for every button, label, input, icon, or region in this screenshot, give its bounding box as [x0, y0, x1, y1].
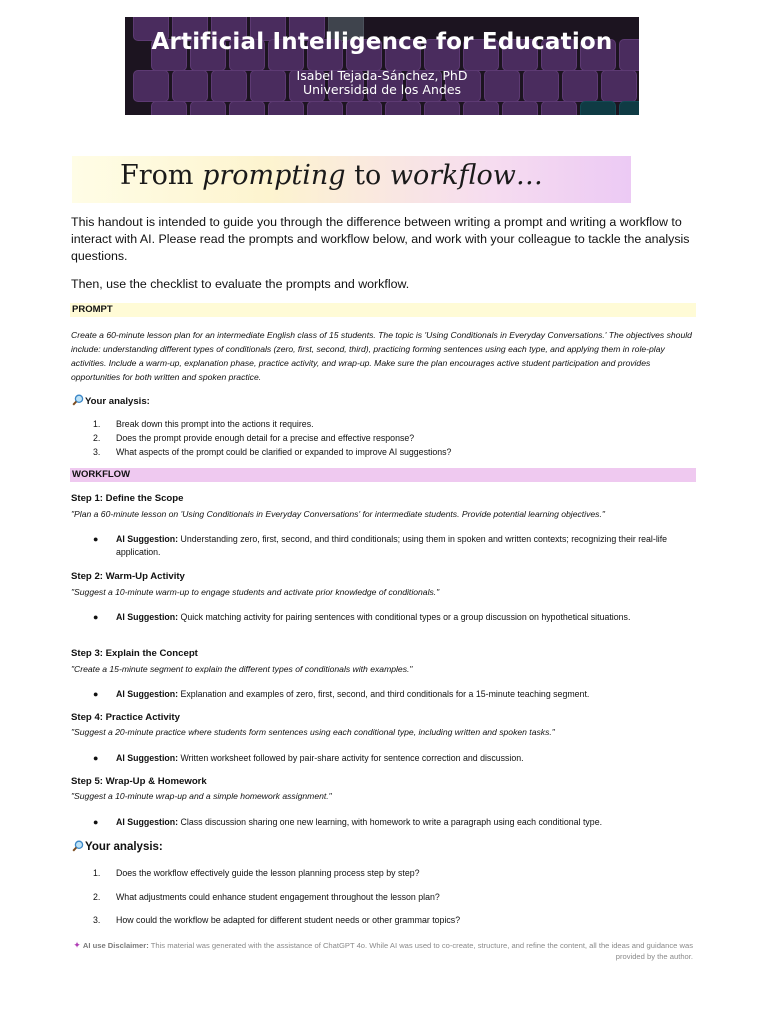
ai-suggestion: ● AI Suggestion: Class discussion sharing one new learning, with homework to write a paragraph using each conditional type.: [93, 817, 603, 827]
analysis-heading-text: Your analysis:: [85, 841, 163, 853]
workflow-section-label: WORKFLOW: [70, 468, 696, 482]
keyboard-key: [385, 101, 421, 115]
banner-author: Isabel Tejada-Sánchez, PhD: [296, 68, 468, 83]
ai-suggestion: ● AI Suggestion: Explanation and examples of zero, first, second, and third conditionals for a 15-minute teaching segment.: [93, 689, 590, 699]
title-part-4: workflow…: [389, 160, 543, 191]
step-quote: "Suggest a 20-minute practice where students form sentences using each conditional type, including written and spoken tasks.": [71, 727, 555, 737]
keyboard-key: [268, 101, 304, 115]
ai-suggestion: ● AI Suggestion: Quick matching activity for pairing sentences with conditional types or a group discussion on hypothetical situations.: [93, 612, 631, 622]
disclaimer-label: AI use Disclaimer:: [82, 941, 149, 950]
keyboard-key: [463, 101, 499, 115]
analysis-heading-1: [72, 394, 150, 407]
banner-title: Artificial Intelligence for Education: [151, 29, 613, 55]
disclaimer-text: This material was generated with the assistance of ChatGPT 4o. While AI was used to co-create, structure, and refine the content, all the ideas and guidance was provided by the author.: [150, 941, 693, 961]
page-title: [72, 156, 631, 203]
keyboard-key: [424, 101, 460, 115]
step-quote: "Suggest a 10-minute wrap-up and a simple homework assignment.": [71, 791, 332, 801]
step-title: Step 1: Define the Scope: [71, 493, 184, 504]
step-quote: "Create a 15-minute segment to explain the different types of conditionals with examples.": [71, 664, 413, 674]
list-item: 3. What aspects of the prompt could be clarified or expanded to improve AI suggestions?: [93, 447, 452, 457]
magnifier-icon: [72, 840, 84, 852]
ai-suggestion: ● AI Suggestion: Understanding zero, first, second, and third conditionals; using them in spoken and written contexts; recognizing their real-life application.: [93, 534, 668, 557]
keyboard-key: [151, 101, 187, 115]
step-title: Step 2: Warm-Up Activity: [71, 571, 185, 582]
magnifier-icon: [72, 394, 84, 406]
bullet-icon: ●: [93, 753, 99, 763]
step-title: Step 3: Explain the Concept: [71, 648, 198, 659]
analysis-heading-2: [72, 840, 163, 853]
keyboard-key: [229, 101, 265, 115]
keyboard-key: [190, 101, 226, 115]
title-part-2: prompting: [202, 160, 346, 191]
keyboard-key: [346, 101, 382, 115]
bullet-icon: ●: [93, 689, 99, 699]
list-item: 1. Does the workflow effectively guide the lesson planning process step by step?: [93, 868, 420, 878]
keyboard-key: [619, 101, 639, 115]
prompt-text: Create a 60-minute lesson plan for an intermediate English class of 15 students. The topic is 'Using Conditionals in Everyday Conversations.' The objectives should include: understanding different types of conditionals (zero, first, second, third), practicing forming sentences using each type, and applying them in role-play activities. Include a warm-up, explanation phase, practice activity, and wrap-up. Make sure the plan encourages active student participation and provides opportunities for both written and spoken practice.: [71, 330, 692, 382]
list-item: 3. How could the workflow be adapted for different student needs or other grammar topics?: [93, 915, 461, 925]
bullet-icon: ●: [93, 817, 99, 827]
title-part-1: From: [120, 160, 203, 191]
step-quote: "Suggest a 10-minute warm-up to engage students and activate prior knowledge of conditionals.": [71, 587, 440, 597]
prompt-section-label: PROMPT: [70, 303, 696, 317]
bullet-icon: ●: [93, 612, 99, 622]
keyboard-key: [580, 101, 616, 115]
intro-paragraph: This handout is intended to guide you through the difference between writing a prompt and writing a workflow to interact with AI. Please read the prompts and workflow below, and work with your colleague to tackle the analysis questions.: [71, 215, 690, 263]
step-quote: "Plan a 60-minute lesson on 'Using Conditionals in Everyday Conversations' for intermediate students. Provide potential learning objectives.": [71, 509, 605, 519]
bullet-icon: ●: [93, 534, 99, 544]
title-part-3: to: [345, 160, 390, 191]
keyboard-key: [307, 101, 343, 115]
list-item: 2. Does the prompt provide enough detail for a precise and effective response?: [93, 433, 415, 443]
banner-institution: Universidad de los Andes: [302, 82, 462, 97]
keyboard-key: [502, 101, 538, 115]
ai-suggestion: ● AI Suggestion: Written worksheet followed by pair-share activity for sentence correction and discussion.: [93, 753, 524, 763]
keyboard-key: [541, 101, 577, 115]
step-title: Step 5: Wrap-Up & Homework: [71, 776, 207, 787]
list-item: 2. What adjustments could enhance student engagement throughout the lesson plan?: [93, 892, 440, 902]
analysis-heading-text: Your analysis:: [85, 396, 150, 407]
list-item: 1. Break down this prompt into the actions it requires.: [93, 419, 314, 429]
step-title: Step 4: Practice Activity: [71, 712, 180, 723]
ai-disclaimer: [72, 940, 693, 962]
header-banner: [125, 17, 639, 115]
intro-instruction: Then, use the checklist to evaluate the prompts and workflow.: [71, 277, 410, 291]
pushpin-icon: ✦: [73, 940, 81, 950]
